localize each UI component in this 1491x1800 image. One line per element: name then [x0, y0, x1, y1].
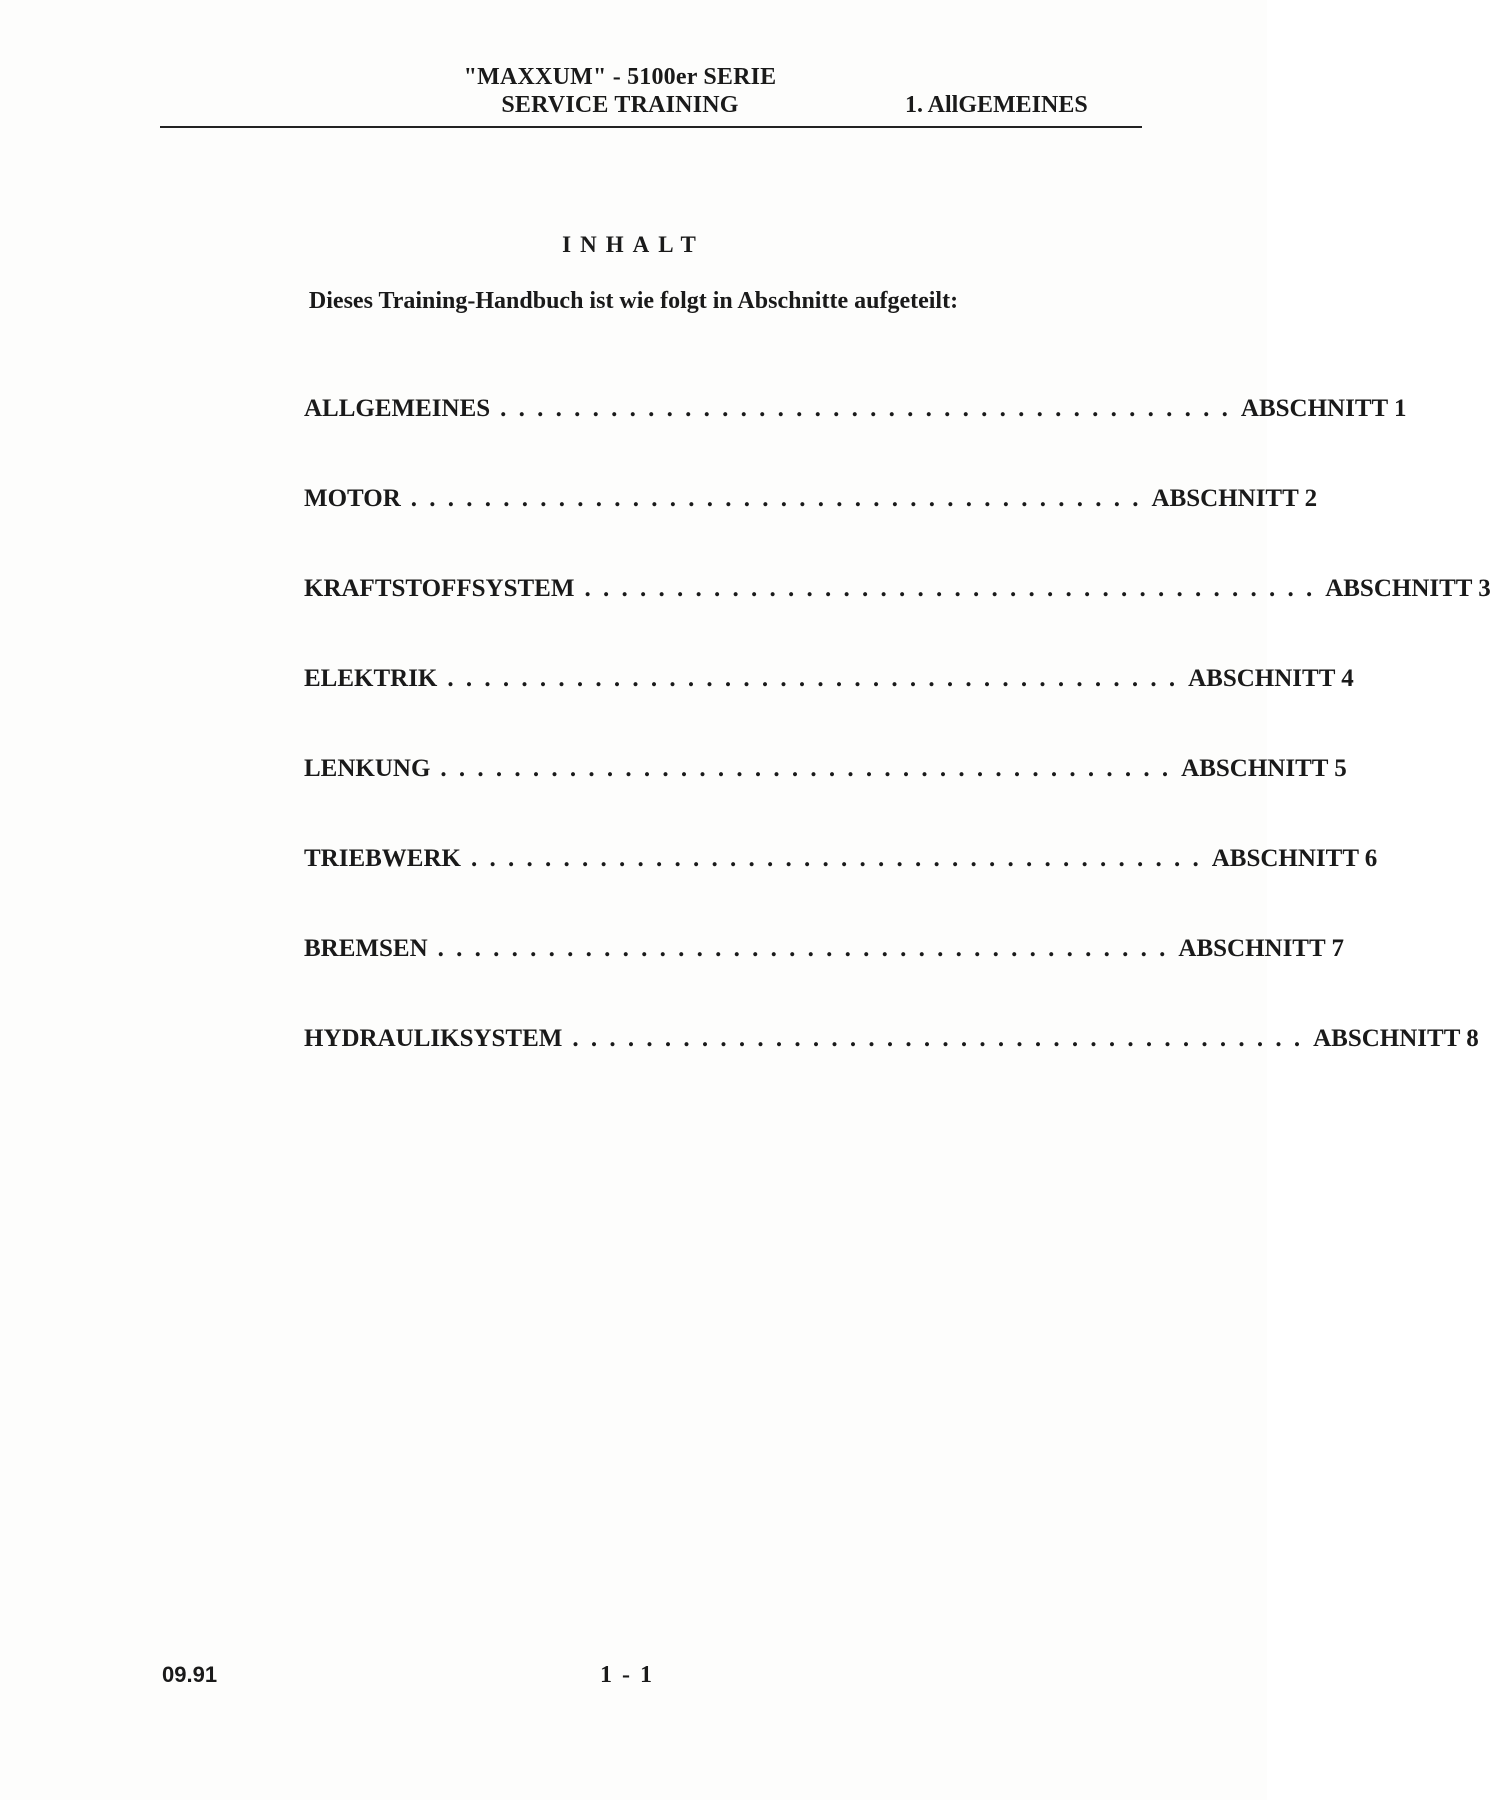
toc-entry-label: HYDRAULIKSYSTEM [304, 1025, 563, 1052]
toc-entry-section: ABSCHNITT 6 [1211, 845, 1378, 872]
toc-entry-section: ABSCHNITT 1 [1240, 395, 1407, 422]
document-header [410, 63, 830, 119]
toc-leader-dots: . . . . . . . . . . . . . . . . . . . . . . . . . . . . . . . . . . . . . . . . [447, 665, 1179, 692]
toc-leader-dots: . . . . . . . . . . . . . . . . . . . . . . . . . . . . . . . . . . . . . . . . [410, 485, 1142, 512]
toc-entry-section: ABSCHNITT 4 [1188, 665, 1354, 692]
toc-leader-dots: . . . . . . . . . . . . . . . . . . . . . . . . . . . . . . . . . . . . . . . . [440, 755, 1172, 782]
toc-entry-label: LENKUNG [304, 755, 431, 782]
toc-entry-label: BREMSEN [304, 935, 428, 962]
table-of-contents [304, 395, 1491, 1115]
toc-entry-label: MOTOR [304, 485, 401, 512]
intro-text: Dieses Training-Handbuch ist wie folgt in Abschnitte aufgeteilt: [308, 288, 959, 314]
toc-entry [304, 1025, 1479, 1115]
toc-entry [304, 755, 1347, 845]
toc-entry-section: ABSCHNITT 5 [1181, 755, 1347, 782]
header-section-label: 1. AllGEMEINES [905, 92, 1088, 118]
toc-entry [304, 935, 1344, 1025]
toc-entry [304, 665, 1354, 755]
header-series-title: "MAXXUM" - 5100er SERIE [463, 64, 777, 90]
toc-entry-section: ABSCHNITT 8 [1313, 1025, 1479, 1052]
toc-entry-label: ALLGEMEINES [304, 395, 491, 422]
toc-entry-section: ABSCHNITT 2 [1151, 485, 1318, 512]
page-number: 1 - 1 [600, 1662, 654, 1688]
toc-entry-section: ABSCHNITT 3 [1325, 575, 1491, 602]
page-title: INHALT [562, 232, 705, 257]
header-training-title: SERVICE TRAINING [501, 92, 739, 118]
toc-leader-dots: . . . . . . . . . . . . . . . . . . . . . . . . . . . . . . . . . . . . . . . . [500, 395, 1231, 422]
toc-entry [304, 575, 1491, 665]
toc-entry [304, 485, 1318, 575]
toc-leader-dots: . . . . . . . . . . . . . . . . . . . . . . . . . . . . . . . . . . . . . . . . [437, 935, 1169, 962]
toc-leader-dots: . . . . . . . . . . . . . . . . . . . . . . . . . . . . . . . . . . . . . . . . [470, 845, 1202, 872]
footer-date: 09.91 [162, 1662, 218, 1687]
toc-entry [304, 845, 1378, 935]
toc-entry [304, 395, 1407, 485]
toc-entry-label: TRIEBWERK [304, 845, 461, 872]
toc-entry-label: KRAFTSTOFFSYSTEM [304, 575, 575, 602]
header-divider [160, 126, 1142, 128]
toc-entry-section: ABSCHNITT 7 [1178, 935, 1344, 962]
toc-leader-dots: . . . . . . . . . . . . . . . . . . . . . . . . . . . . . . . . . . . . . . . . [572, 1025, 1304, 1052]
toc-leader-dots: . . . . . . . . . . . . . . . . . . . . . . . . . . . . . . . . . . . . . . . . [584, 575, 1316, 602]
toc-entry-label: ELEKTRIK [304, 665, 438, 692]
